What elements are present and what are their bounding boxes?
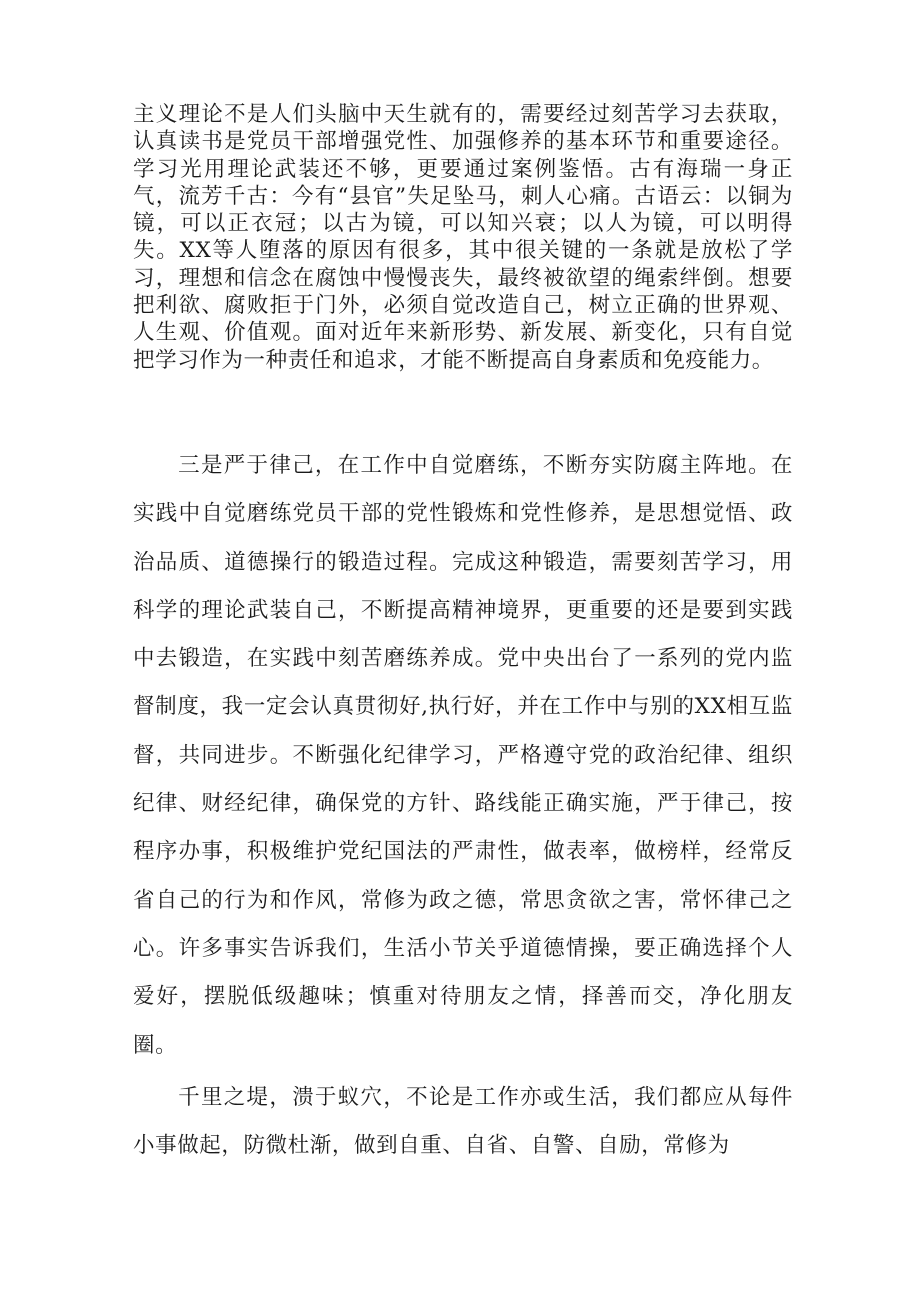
paragraph-study-theory: 主义理论不是人们头脑中天生就有的，需要经过刻苦学习去获取，认真读书是党员干部增强党性、加强修养的基本环节和重要途径。学习光用理论武装还不够，更要通过案例鉴悟。古有海瑞一身正气，流芳千古：今有“县官”失足坠马，刺人心痛。古语云：以铜为镜，可以正衣冠；以古为镜，可以知兴衰；以人为镜，可以明得失。XX等人堕落的原因有很多，其中很关键的一条就是放松了学习，理想和信念在腐蚀中慢慢丧失，最终被欲望的绳索绊倒。想要把利欲、腐败拒于门外，必须自觉改造自己，树立正确的世界观、人生观、价值观。面对近年来新形势、新发展、新变化，只有自觉把学习作为一种责任和追求，才能不断提高自身素质和免疫能力。 bbox=[133, 102, 793, 373]
paragraph-small-things: 千里之堤，溃于蚁穴，不论是工作亦或生活，我们都应从每件小事做起，防微杜渐，做到自重、自省、自警、自励，常修为 bbox=[133, 1085, 793, 1159]
paragraph-self-discipline: 三是严于律己，在工作中自觉磨练，不断夯实防腐主阵地。在实践中自觉磨练党员干部的党性锻炼和党性修养，是思想觉悟、政治品质、道德操行的锻造过程。完成这种锻造，需要刻苦学习，用科学的理论武装自己，不断提高精神境界，更重要的还是要到实践中去锻造，在实践中刻苦磨练养成。党中央出台了一系列的党内监督制度，我一定会认真贯彻好,执行好，并在工作中与别的XX相互监督，共同进步。不断强化纪律学习，严格遵守党的政治纪律、组织纪律、财经纪律，确保党的方针、路线能正确实施，严于律己，按程序办事，积极维护党纪国法的严肃性，做表率，做榜样，经常反省自己的行为和作风，常修为政之德，常思贪欲之害，常怀律己之心。许多事实告诉我们，生活小节关乎道德情操，要正确选择个人爱好，摆脱低级趣味；慎重对待朋友之情，择善而交，净化朋友圈。 bbox=[133, 453, 793, 1058]
